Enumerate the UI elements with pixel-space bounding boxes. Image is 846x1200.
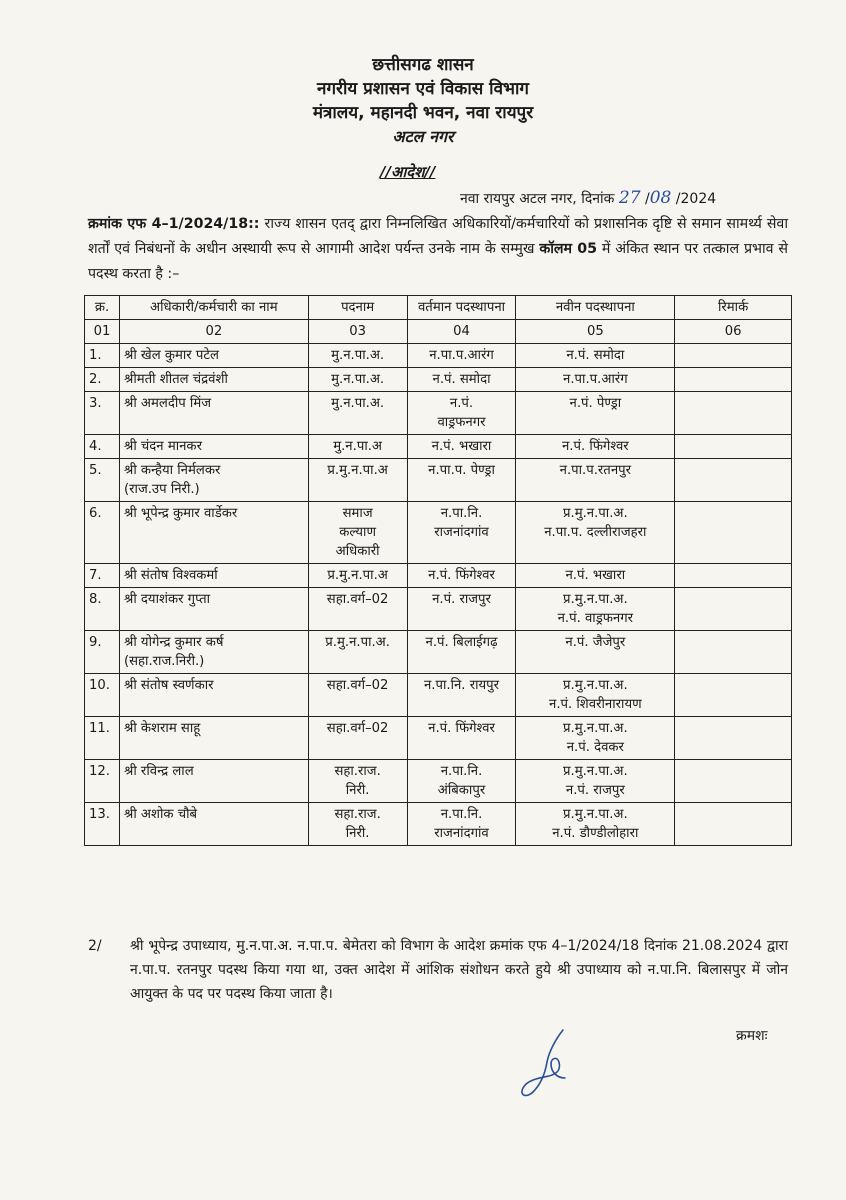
row-post: सहा.राज. निरी.	[308, 760, 407, 803]
row-new-posting: न.पं. फिंगेश्वर	[516, 435, 675, 459]
row-sn: 4.	[85, 435, 120, 459]
row-remark	[675, 717, 792, 760]
row-post: प्र.मु.न.पा.अ	[308, 459, 407, 502]
row-current-posting: न.पा.प. पेण्ड्रा	[407, 459, 516, 502]
row-sn: 11.	[85, 717, 120, 760]
row-name: श्री संतोष विश्वकर्मा	[119, 564, 308, 588]
row-remark	[675, 564, 792, 588]
signature	[505, 1022, 585, 1102]
paragraph-2	[88, 934, 788, 1006]
table-row	[85, 344, 792, 368]
column-ref: कॉलम 05	[539, 241, 598, 257]
paragraph-2-text: श्री भूपेन्द्र उपाध्याय, मु.न.पा.अ. न.पा.प. बेमेतरा को विभाग के आदेश क्रमांक एफ 4–1/2024/18 दिनांक 21.08.2024 द्वारा न.पा.प. रतनपुर पदस्थ किया गया था, उक्त आदेश में आंशिक संशोधन करते हुये श्री उपाध्याय को न.पा.नि. बिलासपुर में जोन आयुक्त के पद पर पदस्थ किया जाता है।	[130, 938, 788, 1002]
row-sn: 2.	[85, 368, 120, 392]
table-row	[85, 588, 792, 631]
row-post: मु.न.पा.अ.	[308, 344, 407, 368]
row-current-posting: न.पा.प.आरंग	[407, 344, 516, 368]
row-current-posting: न.पं. वाड्रफनगर	[407, 392, 516, 435]
row-post: सहा.वर्ग–02	[308, 717, 407, 760]
row-sn: 8.	[85, 588, 120, 631]
row-remark	[675, 674, 792, 717]
header-current-posting: वर्तमान पदस्थापना	[407, 296, 516, 320]
table-row	[85, 435, 792, 459]
row-sn: 7.	[85, 564, 120, 588]
intro-text-1: राज्य शासन एतद् द्वारा निम्नलिखित अधिकारियों/कर्मचारियों को प्रशासनिक दृष्टि से समान सामर्थ्य सेवा शर्तों एवं निबंधनों के अधीन अस्थायी रूप से आगामी आदेश पर्यन्त उनके नाम के सम्मुख	[88, 216, 788, 257]
row-post: सहा.वर्ग–02	[308, 674, 407, 717]
row-new-posting: न.पं. पेण्ड्रा	[516, 392, 675, 435]
row-new-posting: प्र.मु.न.पा.अ. न.पं. डौण्डीलोहारा	[516, 803, 675, 846]
order-ref: क्रमांक एफ 4–1/2024/18::	[88, 216, 260, 232]
row-new-posting: न.पं. जैजेपुर	[516, 631, 675, 674]
row-remark	[675, 344, 792, 368]
date-prefix: नवा रायपुर अटल नगर, दिनांक	[460, 191, 615, 207]
table-row	[85, 502, 792, 564]
row-post: मु.न.पा.अ.	[308, 392, 407, 435]
row-new-posting: प्र.मु.न.पा.अ. न.पं. देवकर	[516, 717, 675, 760]
row-current-posting: न.पा.नि. अंबिकापुर	[407, 760, 516, 803]
row-remark	[675, 368, 792, 392]
row-post: मु.न.पा.अ	[308, 435, 407, 459]
department-name: नगरीय प्रशासन एवं विकास विभाग	[317, 79, 529, 99]
row-remark	[675, 502, 792, 564]
table-row	[85, 803, 792, 846]
row-remark	[675, 631, 792, 674]
govt-name: छत्तीसगढ शासन	[372, 55, 474, 75]
row-name: श्री केशराम साहू	[119, 717, 308, 760]
table-row	[85, 459, 792, 502]
header-remark: रिमार्क	[675, 296, 792, 320]
row-name: श्री अमलदीप मिंज	[119, 392, 308, 435]
date-month: 08	[649, 188, 672, 208]
colnum-4: 04	[407, 320, 516, 344]
order-title: //आदेश//	[380, 163, 436, 181]
colnum-5: 05	[516, 320, 675, 344]
row-sn: 1.	[85, 344, 120, 368]
row-current-posting: न.पा.नि. राजनांदगांव	[407, 502, 516, 564]
row-sn: 5.	[85, 459, 120, 502]
row-name: श्री संतोष स्वर्णकार	[119, 674, 308, 717]
row-sn: 13.	[85, 803, 120, 846]
colnum-2: 02	[119, 320, 308, 344]
paragraph-2-number: 2/	[88, 938, 102, 954]
row-new-posting: प्र.मु.न.पा.अ. न.पं. वाड्रफनगर	[516, 588, 675, 631]
row-current-posting: न.पं. बिलाईगढ़	[407, 631, 516, 674]
order-date: नवा रायपुर अटल नगर, दिनांक 27 /08 /2024	[460, 188, 717, 208]
row-name: श्री दयाशंकर गुप्ता	[119, 588, 308, 631]
row-post: मु.न.पा.अ.	[308, 368, 407, 392]
ministry-address: मंत्रालय, महानदी भवन, नवा रायपुर	[312, 103, 534, 123]
row-new-posting: न.पं. समोदा	[516, 344, 675, 368]
row-new-posting: न.पा.प.आरंग	[516, 368, 675, 392]
row-sn: 6.	[85, 502, 120, 564]
intro-text-2: में अंकित स्थान पर तत्काल प्रभाव से पदस्थ करता है :–	[88, 241, 788, 282]
header-post: पदनाम	[308, 296, 407, 320]
row-post: प्र.मु.न.पा.अ.	[308, 631, 407, 674]
row-new-posting: प्र.मु.न.पा.अ. न.पा.प. दल्लीराजहरा	[516, 502, 675, 564]
row-name: श्री योगेन्द्र कुमार कर्ष (सहा.राज.निरी.)	[119, 631, 308, 674]
row-new-posting: प्र.मु.न.पा.अ. न.पं. शिवरीनारायण	[516, 674, 675, 717]
row-current-posting: न.पं. फिंगेश्वर	[407, 564, 516, 588]
row-new-posting: न.पं. भखारा	[516, 564, 675, 588]
table-row	[85, 368, 792, 392]
row-current-posting: न.पं. समोदा	[407, 368, 516, 392]
table-body	[85, 344, 792, 846]
row-remark	[675, 392, 792, 435]
transfer-table	[84, 295, 792, 846]
table-row	[85, 564, 792, 588]
row-name: श्री भूपेन्द्र कुमार वार्डेकर	[119, 502, 308, 564]
row-post: प्र.मु.न.पा.अ	[308, 564, 407, 588]
table-row	[85, 717, 792, 760]
row-sn: 10.	[85, 674, 120, 717]
row-current-posting: न.पं. राजपुर	[407, 588, 516, 631]
colnum-1: 01	[85, 320, 120, 344]
row-remark	[675, 459, 792, 502]
row-new-posting: प्र.मु.न.पा.अ. न.पं. राजपुर	[516, 760, 675, 803]
colnum-6: 06	[675, 320, 792, 344]
table-header-row	[85, 296, 792, 320]
continued-label: क्रमशः	[736, 1028, 768, 1044]
date-day: 27	[618, 188, 641, 208]
row-name: श्री अशोक चौबे	[119, 803, 308, 846]
header-sn: क्र.	[85, 296, 120, 320]
row-name: श्रीमती शीतल चंद्रवंशी	[119, 368, 308, 392]
row-remark	[675, 803, 792, 846]
row-current-posting: न.पं. फिंगेश्वर	[407, 717, 516, 760]
row-name: श्री रविन्द्र लाल	[119, 760, 308, 803]
table-row	[85, 760, 792, 803]
row-name: श्री चंदन मानकर	[119, 435, 308, 459]
row-remark	[675, 435, 792, 459]
intro-paragraph	[88, 212, 788, 287]
row-post: सहा.राज. निरी.	[308, 803, 407, 846]
city-name: अटल नगर	[392, 127, 454, 146]
row-name: श्री खेल कुमार पटेल	[119, 344, 308, 368]
row-sn: 9.	[85, 631, 120, 674]
column-number-row	[85, 320, 792, 344]
header-name: अधिकारी/कर्मचारी का नाम	[119, 296, 308, 320]
row-current-posting: न.पा.नि. रायपुर	[407, 674, 516, 717]
row-name: श्री कन्हैया निर्मलकर (राज.उप निरी.)	[119, 459, 308, 502]
colnum-3: 03	[308, 320, 407, 344]
table-row	[85, 631, 792, 674]
row-remark	[675, 760, 792, 803]
row-current-posting: न.पा.नि. राजनांदगांव	[407, 803, 516, 846]
row-post: सहा.वर्ग–02	[308, 588, 407, 631]
row-new-posting: न.पा.प.रतनपुर	[516, 459, 675, 502]
row-sn: 12.	[85, 760, 120, 803]
date-year: /2024	[675, 191, 717, 207]
row-sn: 3.	[85, 392, 120, 435]
row-post: समाज कल्याण अधिकारी	[308, 502, 407, 564]
table-row	[85, 674, 792, 717]
row-remark	[675, 588, 792, 631]
table-row	[85, 392, 792, 435]
row-current-posting: न.पं. भखारा	[407, 435, 516, 459]
header-new-posting: नवीन पदस्थापना	[516, 296, 675, 320]
